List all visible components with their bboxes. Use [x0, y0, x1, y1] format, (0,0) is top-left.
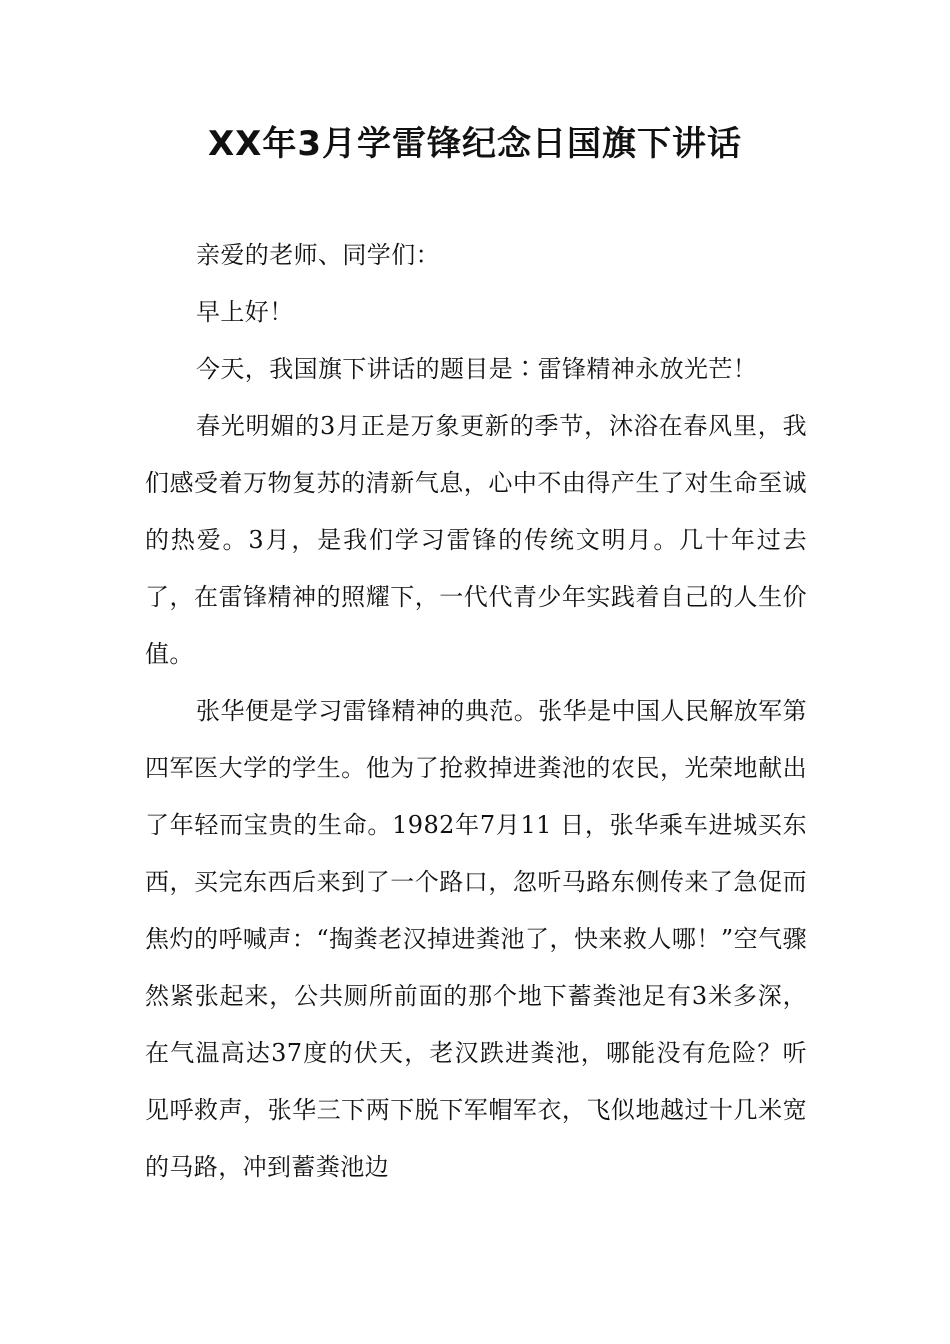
- document-body: [145, 227, 807, 1196]
- document-title: XX年3月学雷锋纪念日国旗下讲话: [207, 124, 743, 164]
- paragraph-spring: 春光明媚的3月正是万象更新的季节，沐浴在春风里，我们感受着万物复苏的清新气息，心中不由得产生了对生命至诚的热爱。3月，是我们学习雷锋的传统文明月。几十年过去了，在雷锋精神的照耀下，一代代青少年实践着自己的人生价值。: [145, 412, 807, 668]
- paragraph-zhang-hua: 张华便是学习雷锋精神的典范。张华是中国人民解放军第四军医大学的学生。他为了抢救掉进粪池的农民，光荣地献出了年轻而宝贵的生命。1982年7月11 日，张华乘车进城买东西，买完东西后来到了一个路口，忽听马路东侧传来了急促而焦灼的呼喊声：“掏粪老汉掉进粪池了，快来救人哪！”空气骤然紧张起来，公共厕所前面的那个地下蓄粪池足有3米多深，在气温高达37度的伏天，老汉跌进粪池，哪能没有危险？听见呼救声，张华三下两下脱下军帽军衣，飞似地越过十几米宽的马路，冲到蓄粪池边: [145, 697, 807, 1181]
- paragraph-good-morning: 早上好！: [196, 298, 294, 326]
- paragraph-topic: 今天，我国旗下讲话的题目是∶雷锋精神永放光芒！: [196, 355, 758, 383]
- paragraph-greeting: 亲爱的老师、同学们：: [196, 241, 440, 269]
